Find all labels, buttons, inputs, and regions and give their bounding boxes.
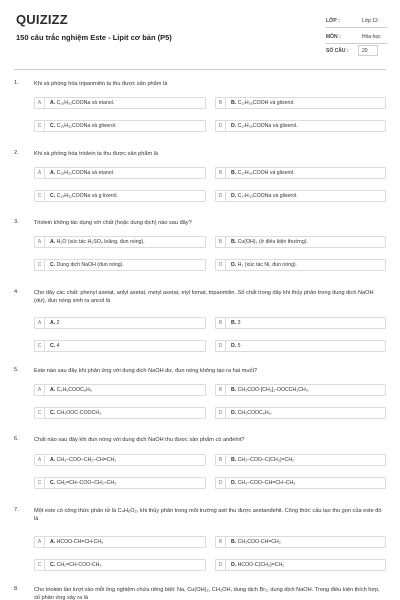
option-text: C. 4 [50,343,60,349]
question-text: Khi xà phòng hóa triolein ta thu được sản phẩm là [34,151,159,157]
question-text: Một este có công thức phân tử là C₄H₆O₂, khi thủy phân trong môi trường axit thu được axetanđehit. Công thức cấu tạo thu gọn của este đó là [34,508,382,522]
meta-label: MÔN : [326,34,341,40]
option-b[interactable] [215,384,386,396]
meta-subject [326,30,388,44]
option-text: A. CH₃–COO–CH₂–CH=CH₂ [50,457,117,463]
option-letter: C [35,341,45,351]
option-letter: C [35,260,45,270]
question-number: 6. [14,436,19,442]
option-d[interactable] [215,190,386,202]
option-c[interactable] [34,340,206,352]
option-text: B. 3 [231,320,241,326]
option-d[interactable] [215,407,386,419]
option-text: B. C₁₇H₃₅COOH và glixerol. [231,170,295,176]
option-text: A. C₁₅H₃₁COONa và etanol. [50,100,115,106]
option-text: C. CH₃OOC-COOCH₃ [50,410,102,416]
option-text: B. C₁₇H₃₅COOH và glixerol. [231,100,295,106]
option-b[interactable] [215,454,386,466]
option-text: C. CH₂=CH-COO-CH₃ [50,562,102,568]
option-letter: A [35,318,45,328]
question-text: Chất nào sau đây khi đun nóng với dung dịch NaOH thu được sản phẩm có anđehit? [34,437,245,443]
option-d[interactable] [215,120,386,132]
option-c[interactable] [34,259,206,271]
option-b[interactable] [215,536,386,548]
option-text: D. C₁₇H₃₅COONa và glixerol. [231,123,298,129]
meta-value: Hóa học [362,34,381,40]
option-letter: D [216,341,226,351]
meta-question-count [326,44,388,58]
option-text: C. C₁₅H₃₁COONa và glixerol. [50,123,117,129]
meta-label: LỚP : [326,18,340,24]
option-text: B. CH₃COO-CH=CH₂ [231,539,281,545]
question-number: 1. [14,80,19,86]
question-number: 2. [14,150,19,156]
option-a[interactable] [34,97,206,109]
worksheet-header [0,0,400,68]
option-a[interactable] [34,454,206,466]
option-d[interactable] [215,477,386,489]
meta-value: 20 [362,48,368,54]
option-letter: A [35,168,45,178]
option-text: D. HCOO-C(CH₃)=CH₂ [231,562,285,568]
question-number: 5. [14,367,19,373]
option-letter: B [216,168,226,178]
option-a[interactable] [34,236,206,248]
option-text: A. H₂O (xúc tác H₂SO₄ loãng, đun nóng). [50,239,145,245]
option-a[interactable] [34,167,206,179]
option-a[interactable] [34,536,206,548]
option-letter: A [35,237,45,247]
option-c[interactable] [34,120,206,132]
option-letter: A [35,537,45,547]
option-text: A. C₁₅H₃₁COONa và etanol. [50,170,115,176]
option-letter: D [216,560,226,570]
option-c[interactable] [34,190,206,202]
question-number: 4. [14,289,19,295]
option-letter: B [216,318,226,328]
option-b[interactable] [215,317,386,329]
worksheet-title: 150 câu trắc nghiệm Este - Lipit cơ bản (P5) [16,33,172,42]
option-letter: D [216,191,226,201]
option-b[interactable] [215,97,386,109]
option-a[interactable] [34,317,206,329]
option-letter: D [216,260,226,270]
option-letter: A [35,98,45,108]
question-number: 7. [14,507,19,513]
option-text: D. H₂ (xúc tác Ni, đun nóng). [231,262,298,268]
option-d[interactable] [215,559,386,571]
question-number: 8. [14,586,19,592]
option-text: A. C₆H₅COOC₆H₅ [50,387,92,393]
option-text: D. CH₃–COO–CH=CH–CH₃ [231,480,296,486]
option-letter: B [216,98,226,108]
question-text: Khi xà phòng hóa tripanmitin ta thu được sản phẩm là [34,81,168,87]
header-divider [14,69,386,70]
option-letter: D [216,478,226,488]
option-d[interactable] [215,259,386,271]
option-letter: A [35,455,45,465]
option-letter: B [216,537,226,547]
option-text: B. Cu(OH)₂ (ở điều kiện thường). [231,239,308,245]
quizizz-logo[interactable]: QUIZIZZ [16,12,68,27]
option-c[interactable] [34,477,206,489]
option-letter: B [216,237,226,247]
question-text: Cho dãy các chất: phenyl axetat, anlyl axetat, metyl axetat, etyl fomat, tripanmitin. Số chất trong dãy khi thủy phân trong dung dịch NaOH (dư), đun nóng sinh ra ancol là [34,290,374,304]
option-text: A. 2 [50,320,60,326]
option-text: D. 5 [231,343,241,349]
meta-underline [326,27,388,28]
option-text: D. C₁₇H₃₃COONa và glixerol. [231,193,298,199]
option-letter: C [35,121,45,131]
option-b[interactable] [215,167,386,179]
meta-class [326,14,388,28]
option-letter: C [35,560,45,570]
option-text: A. HCOO-CH=CH-CH₃ [50,539,104,545]
option-text: C. CH₂=CH–COO–CH₂–CH₃ [50,480,117,486]
meta-label: SỐ CÂU : [326,48,349,54]
option-b[interactable] [215,236,386,248]
question-text: Triolein không tác dụng với chất (hoặc dung dịch) nào sau đây? [34,220,192,226]
question-text: Este nào sau đây khi phản ứng với dung dịch NaOH dư, đun nóng không tạo ra hai muối? [34,368,257,374]
option-letter: B [216,385,226,395]
option-letter: C [35,478,45,488]
option-letter: C [35,191,45,201]
option-letter: B [216,455,226,465]
option-text: C. Dung dịch NaOH (đun nóng). [50,262,124,268]
option-letter: D [216,121,226,131]
option-d[interactable] [215,340,386,352]
option-a[interactable] [34,384,206,396]
meta-value-box [358,45,378,56]
meta-value: Lớp 12 [362,18,378,24]
option-letter: D [216,408,226,418]
option-letter: A [35,385,45,395]
question-text: Cho triolein lần lượt vào mỗi ống nghiệm chứa riêng biệt: Na, Cu(OH)₂, CH₃OH, dung dịch Br₂, dung dịch NaOH. Trong điều kiện thích hợp, số phản ứng xảy ra là [34,587,380,600]
option-text: C. C₁₅H₃₁COONa và g lixerol. [50,193,118,199]
option-c[interactable] [34,559,206,571]
option-text: D. CH₃COOC₆H₅. [231,410,273,416]
option-text: B. CH₃COO-[CH₂]₂-OOCCH₂CH₃. [231,387,310,393]
option-text: B. CH₃–COO–C(CH₃)=CH₂ [231,457,295,463]
option-letter: C [35,408,45,418]
option-c[interactable] [34,407,206,419]
question-number: 3. [14,219,19,225]
